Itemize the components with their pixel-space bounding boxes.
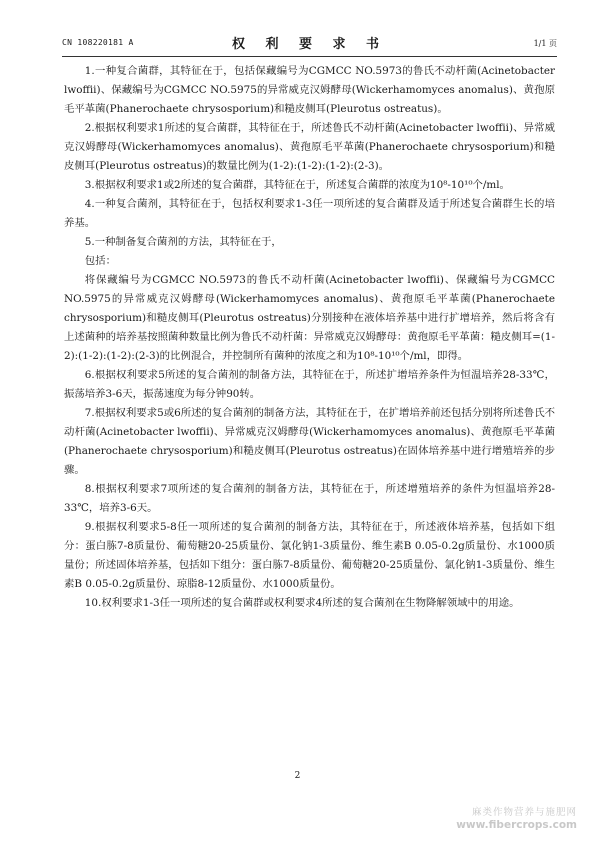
- claim-4: 4.一种复合菌剂，其特征在于，包括权利要求1-3任一项所述的复合菌群及适于所述复合菌群生长的培养基。: [64, 198, 555, 229]
- publication-number: CN 108220181 A: [62, 38, 134, 47]
- claim-1: 1.一种复合菌群，其特征在于，包括保藏编号为CGMCC NO.5973的鲁氏不动杆菌(Acinetobacter lwoffii)、保藏编号为CGMCC NO.5975的异常威克汉姆酵母(Wickerhamomyces anomalus)、黄孢原毛平革菌(Phanerochaete chrysosporium)和糙皮侧耳(Pleurotus ostreatus)。: [64, 65, 555, 115]
- claim-7: 7.根据权利要求5或6所述的复合菌剂的制备方法，其特征在于，在扩增培养前还包括分别将所述鲁氏不动杆菌(Acinetobacter lwoffii)、异常威克汉姆酵母(Wickerhamomyces anomalus)、黄孢原毛平革菌(Phanerochaete chrysosporium)和糙皮侧耳(Pleurotus ostreatus)在固体培养基中进行增殖培养的步骤。: [64, 407, 555, 476]
- claim-10: 10.权利要求1-3任一项所述的复合菌群或权利要求4所述的复合菌剂在生物降解领域中的用途。: [84, 597, 520, 609]
- page-number: 2: [294, 771, 301, 781]
- page-counter: 1/1 页: [533, 39, 557, 48]
- watermark-site-name: 麻类作物营养与施肥网: [471, 807, 577, 818]
- claim-9: 9.根据权利要求5-8任一项所述的复合菌剂的制备方法，其特征在于，所述液体培养基，包括如下组分：蛋白胨7-8质量份、葡萄糖20-25质量份、氯化钠1-3质量份、维生素B 0.05-0.2g质量份、水1000质量份；所述固体培养基，包括如下组分：蛋白胨7-8质量份、葡萄糖20-25质量份、氯化钠1-3质量份、维生素B 0.05-0.2g质量份、琼脂8-12质量份、水1000质量份。: [64, 521, 555, 590]
- claim-8: 8.根据权利要求7项所述的复合菌剂的制备方法，其特征在于，所述增殖培养的条件为恒温培养28-33℃，培养3-6天。: [64, 483, 555, 514]
- page-title: 权 利 要 求 书: [231, 37, 388, 52]
- claim-6: 6.根据权利要求5所述的复合菌剂的制备方法，其特征在于，所述扩增培养条件为恒温培养28-33℃，振荡培养3-6天，振荡速度为每分钟90转。: [64, 369, 555, 400]
- claim-2: 2.根据权利要求1所述的复合菌群，其特征在于，所述鲁氏不动杆菌(Acinetobacter lwoffii)、异常威克汉姆酵母(Wickerhamomyces anomalus)、黄孢原毛平革菌(Phanerochaete chrysosporium)和糙皮侧耳(Pleurotus ostreatus)的数量比例为(1-2):(1-2):(1-2):(2-3)。: [64, 122, 555, 172]
- claim-5: 5.一种制备复合菌剂的方法，其特征在于，: [84, 236, 282, 248]
- claims-body: [64, 62, 555, 613]
- watermark-url: www.fibercrops.com: [456, 819, 577, 831]
- claim-3: 3.根据权利要求1或2所述的复合菌群，其特征在于，所述复合菌群的浓度为10⁸-10¹⁰个/ml。: [84, 179, 510, 191]
- header-rule: [62, 56, 557, 57]
- claim-5-includes: 包括：: [84, 255, 116, 267]
- claim-5-method: 将保藏编号为CGMCC NO.5973的鲁氏不动杆菌(Acinetobacter lwoffii)、保藏编号为CGMCC NO.5975的异常威克汉姆酵母(Wickerhamomyces anomalus)、黄孢原毛平革菌(Phanerochaete chrysosporium)和糙皮侧耳(Pleurotus ostreatus)分别接种在液体培养基中进行扩增培养，然后将含有上述菌种的培养基按照菌种数量比例为鲁氏不动杆菌：异常威克汉姆酵母：黄孢原毛平革菌：糙皮侧耳=(1-2):(1-2):(1-2):(2-3)的比例混合，并控制所有菌种的浓度之和为10⁸-10¹⁰个/ml，即得。: [64, 274, 555, 362]
- site-watermark: [456, 806, 577, 832]
- page-header: [62, 32, 557, 54]
